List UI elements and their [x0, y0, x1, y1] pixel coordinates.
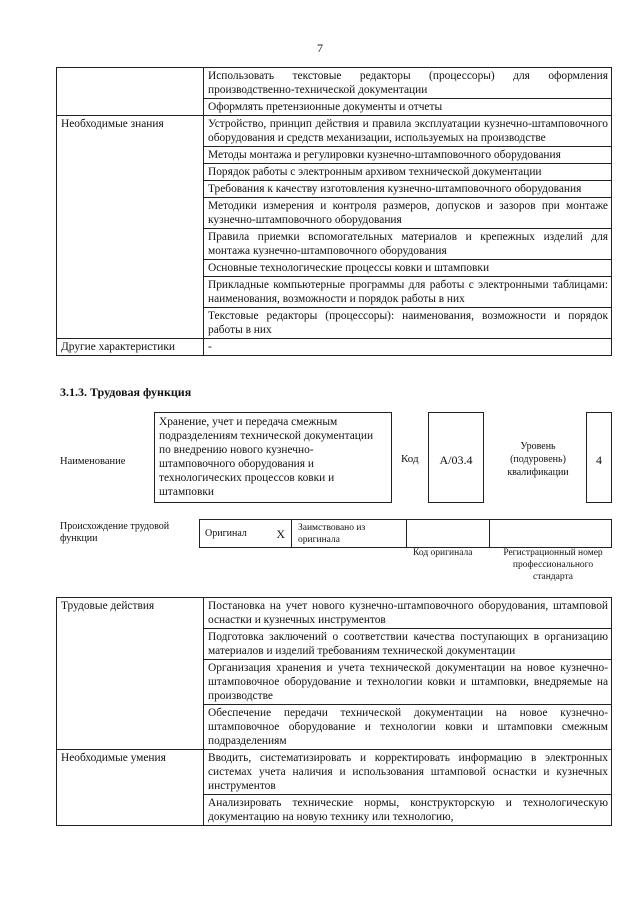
table-row — [57, 339, 612, 356]
table-cell: Использовать текстовые редакторы (процессоры) для оформления производственно-технической документации — [204, 68, 612, 99]
table-cell: Анализировать технические нормы, конструкторскую и технологическую документацию на новую технику или технологию, — [204, 795, 612, 826]
table-cell: Основные технологические процессы ковки и штамповки — [204, 260, 612, 277]
table-cell: Методы монтажа и регулировки кузнечно-штамповочного оборудования — [204, 147, 612, 164]
table-cell: Подготовка заключений о соответствии качества поступающих в организацию материалов и изделий требованиям технической документации — [204, 629, 612, 660]
section-heading: 3.1.3. Трудовая функция — [60, 385, 192, 399]
origin-label: Происхождение трудовой функции — [60, 521, 170, 544]
function-code: A/03.4 — [428, 412, 484, 503]
table-cell: Обеспечение передачи технической документации на новое кузнечно-штамповочное оборудование и технологии ковки и штамповки смежным подразделениям — [204, 705, 612, 750]
code-label: Код — [401, 453, 419, 465]
table-cell: Правила приемки вспомогательных материалов и крепежных изделий для монтажа кузнечно-штамповочного оборудования — [204, 229, 612, 260]
table-row — [57, 750, 612, 795]
table-cell: Устройство, принцип действия и правила эксплуатации кузнечно-штамповочного оборудования и средств механизации, используемых на производстве — [204, 116, 612, 147]
labor-function-table — [56, 597, 612, 826]
row-label-other: Другие характеристики — [57, 339, 204, 356]
origin-original-label: Оригинал — [205, 528, 247, 539]
table-cell: Порядок работы с электронным архивом технической документации — [204, 164, 612, 181]
origin-borrowed-cell: Заимствовано из оригинала — [291, 519, 407, 548]
origin-code-cell — [406, 519, 490, 548]
table-cell: Методики измерения и контроля размеров, допусков и зазоров при монтаже кузнечно-штамповочного оборудования — [204, 198, 612, 229]
table-cell: Прикладные компьютерные программы для работы с электронными таблицами: наименования, возможности и порядок работы в них — [204, 277, 612, 308]
function-name: Хранение, учет и передача смежным подразделениям технической документации по внедрению нового кузнечно-штамповочного оборудования и технологических процессов ковки и штамповки — [154, 412, 392, 503]
row-label-actions: Трудовые действия — [57, 598, 204, 750]
table-cell: Организация хранения и учета технической документации на новое кузнечно-штамповочное оборудование и технологии ковки и штамповки, внедряемые на производстве — [204, 660, 612, 705]
table-cell: Вводить, систематизировать и корректировать информацию в электронных системах учета наличия и использования штамповой оснастки и кузнечных инструментов — [204, 750, 612, 795]
table-row — [57, 116, 612, 147]
level-label: Уровень (подуровень) квалификации — [507, 441, 569, 478]
table-cell: - — [204, 339, 612, 356]
page-number: 7 — [317, 41, 323, 55]
row-label-skills: Необходимые умения — [57, 750, 204, 826]
origin-original-cell — [199, 519, 292, 548]
row-label — [57, 68, 204, 116]
origin-mark: X — [276, 527, 285, 541]
table-cell: Требования к качеству изготовления кузнечно-штамповочного оборудования — [204, 181, 612, 198]
competency-table — [56, 67, 612, 356]
row-label-knowledge: Необходимые знания — [57, 116, 204, 339]
table-cell: Текстовые редакторы (процессоры): наименования, возможности и порядок работы в них — [204, 308, 612, 339]
qualification-level: 4 — [586, 412, 612, 503]
code-caption: Код оригинала — [413, 548, 473, 558]
table-row — [57, 68, 612, 99]
reg-caption: Регистрационный номер профессионального стандарта — [503, 548, 603, 582]
table-cell: Постановка на учет нового кузнечно-штамповочного оборудования, штамповой оснастки и кузнечных инструментов — [204, 598, 612, 629]
origin-reg-cell — [489, 519, 612, 548]
table-row — [57, 598, 612, 629]
table-cell: Оформлять претензионные документы и отчеты — [204, 99, 612, 116]
name-label: Наименование — [60, 456, 126, 467]
